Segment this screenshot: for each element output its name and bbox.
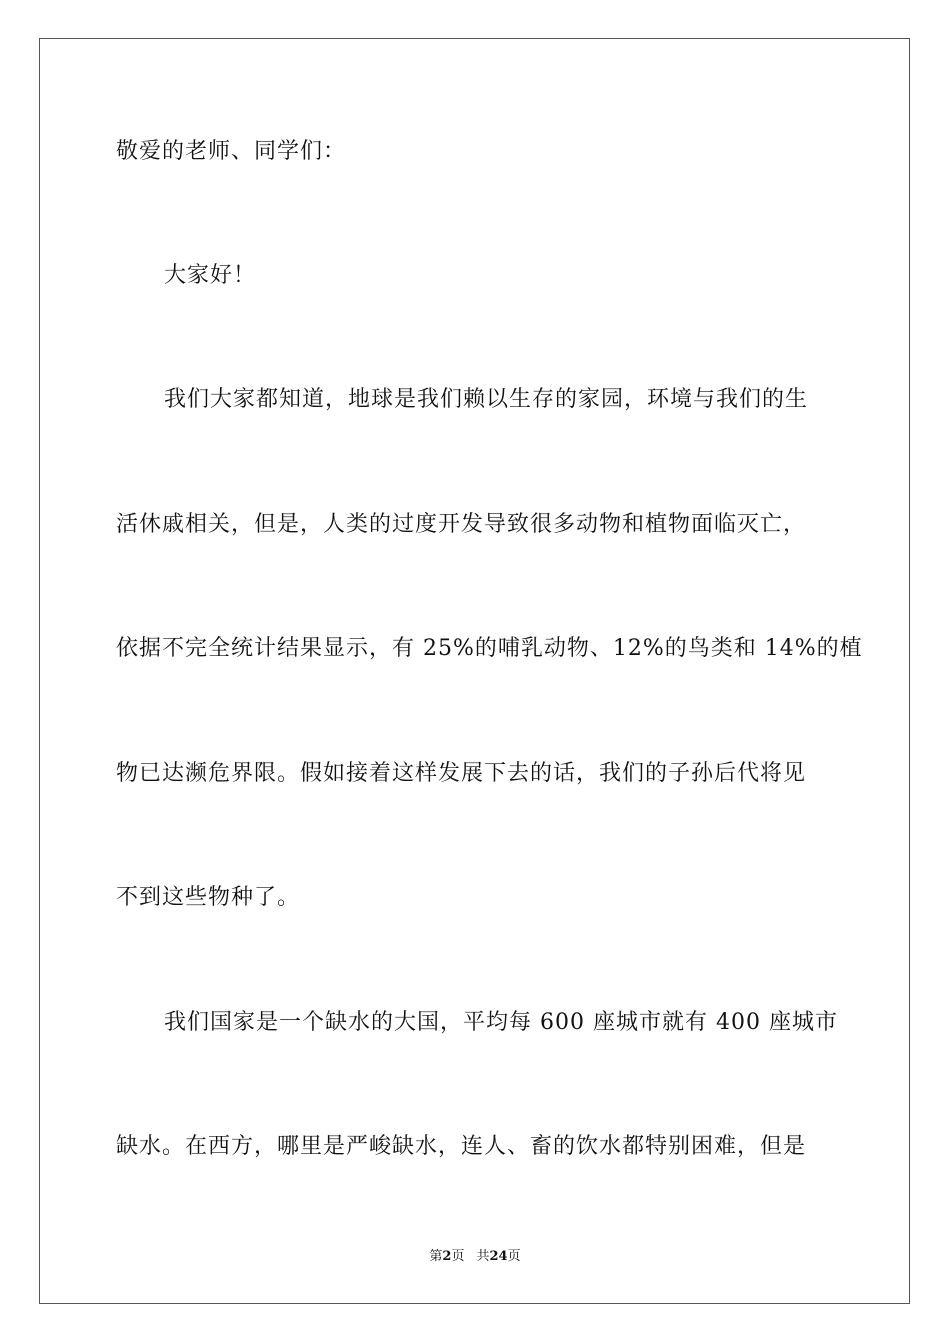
paragraph-1-line-3: 依据不完全统计结果显示，有 25%的哺乳动物、12%的鸟类和 14%的植 — [116, 636, 863, 661]
paragraph-1-line-4: 物已达濒危界限。假如接着这样发展下去的话，我们的子孙后代将见 — [116, 761, 807, 786]
footer-total-prefix: 共 — [476, 1249, 490, 1264]
page-border — [39, 38, 910, 1304]
footer-total-pages: 24 — [489, 1249, 508, 1264]
paragraph-1-line-2: 活休戚相关，但是，人类的过度开发导致很多动物和植物面临灭亡， — [116, 512, 807, 537]
paragraph-1-line-5: 不到这些物种了。 — [116, 885, 301, 910]
greeting: 大家好！ — [164, 263, 257, 288]
paragraph-2-line-2: 缺水。在西方，哪里是严峻缺水，连人、畜的饮水都特别困难，但是 — [116, 1134, 807, 1159]
footer-page-number: 2 — [442, 1249, 452, 1264]
paragraph-2-line-1: 我们国家是一个缺水的大国，平均每 600 座城市就有 400 座城市 — [164, 1010, 838, 1035]
paragraph-1-line-1: 我们大家都知道，地球是我们赖以生存的家园，环境与我们的生 — [164, 387, 809, 412]
footer-page-prefix: 第 — [429, 1249, 443, 1264]
page-footer — [0, 1248, 950, 1266]
salutation: 敬爱的老师、同学们： — [116, 139, 347, 164]
footer-page-suffix: 页 — [451, 1249, 465, 1264]
footer-total-suffix: 页 — [507, 1249, 521, 1264]
